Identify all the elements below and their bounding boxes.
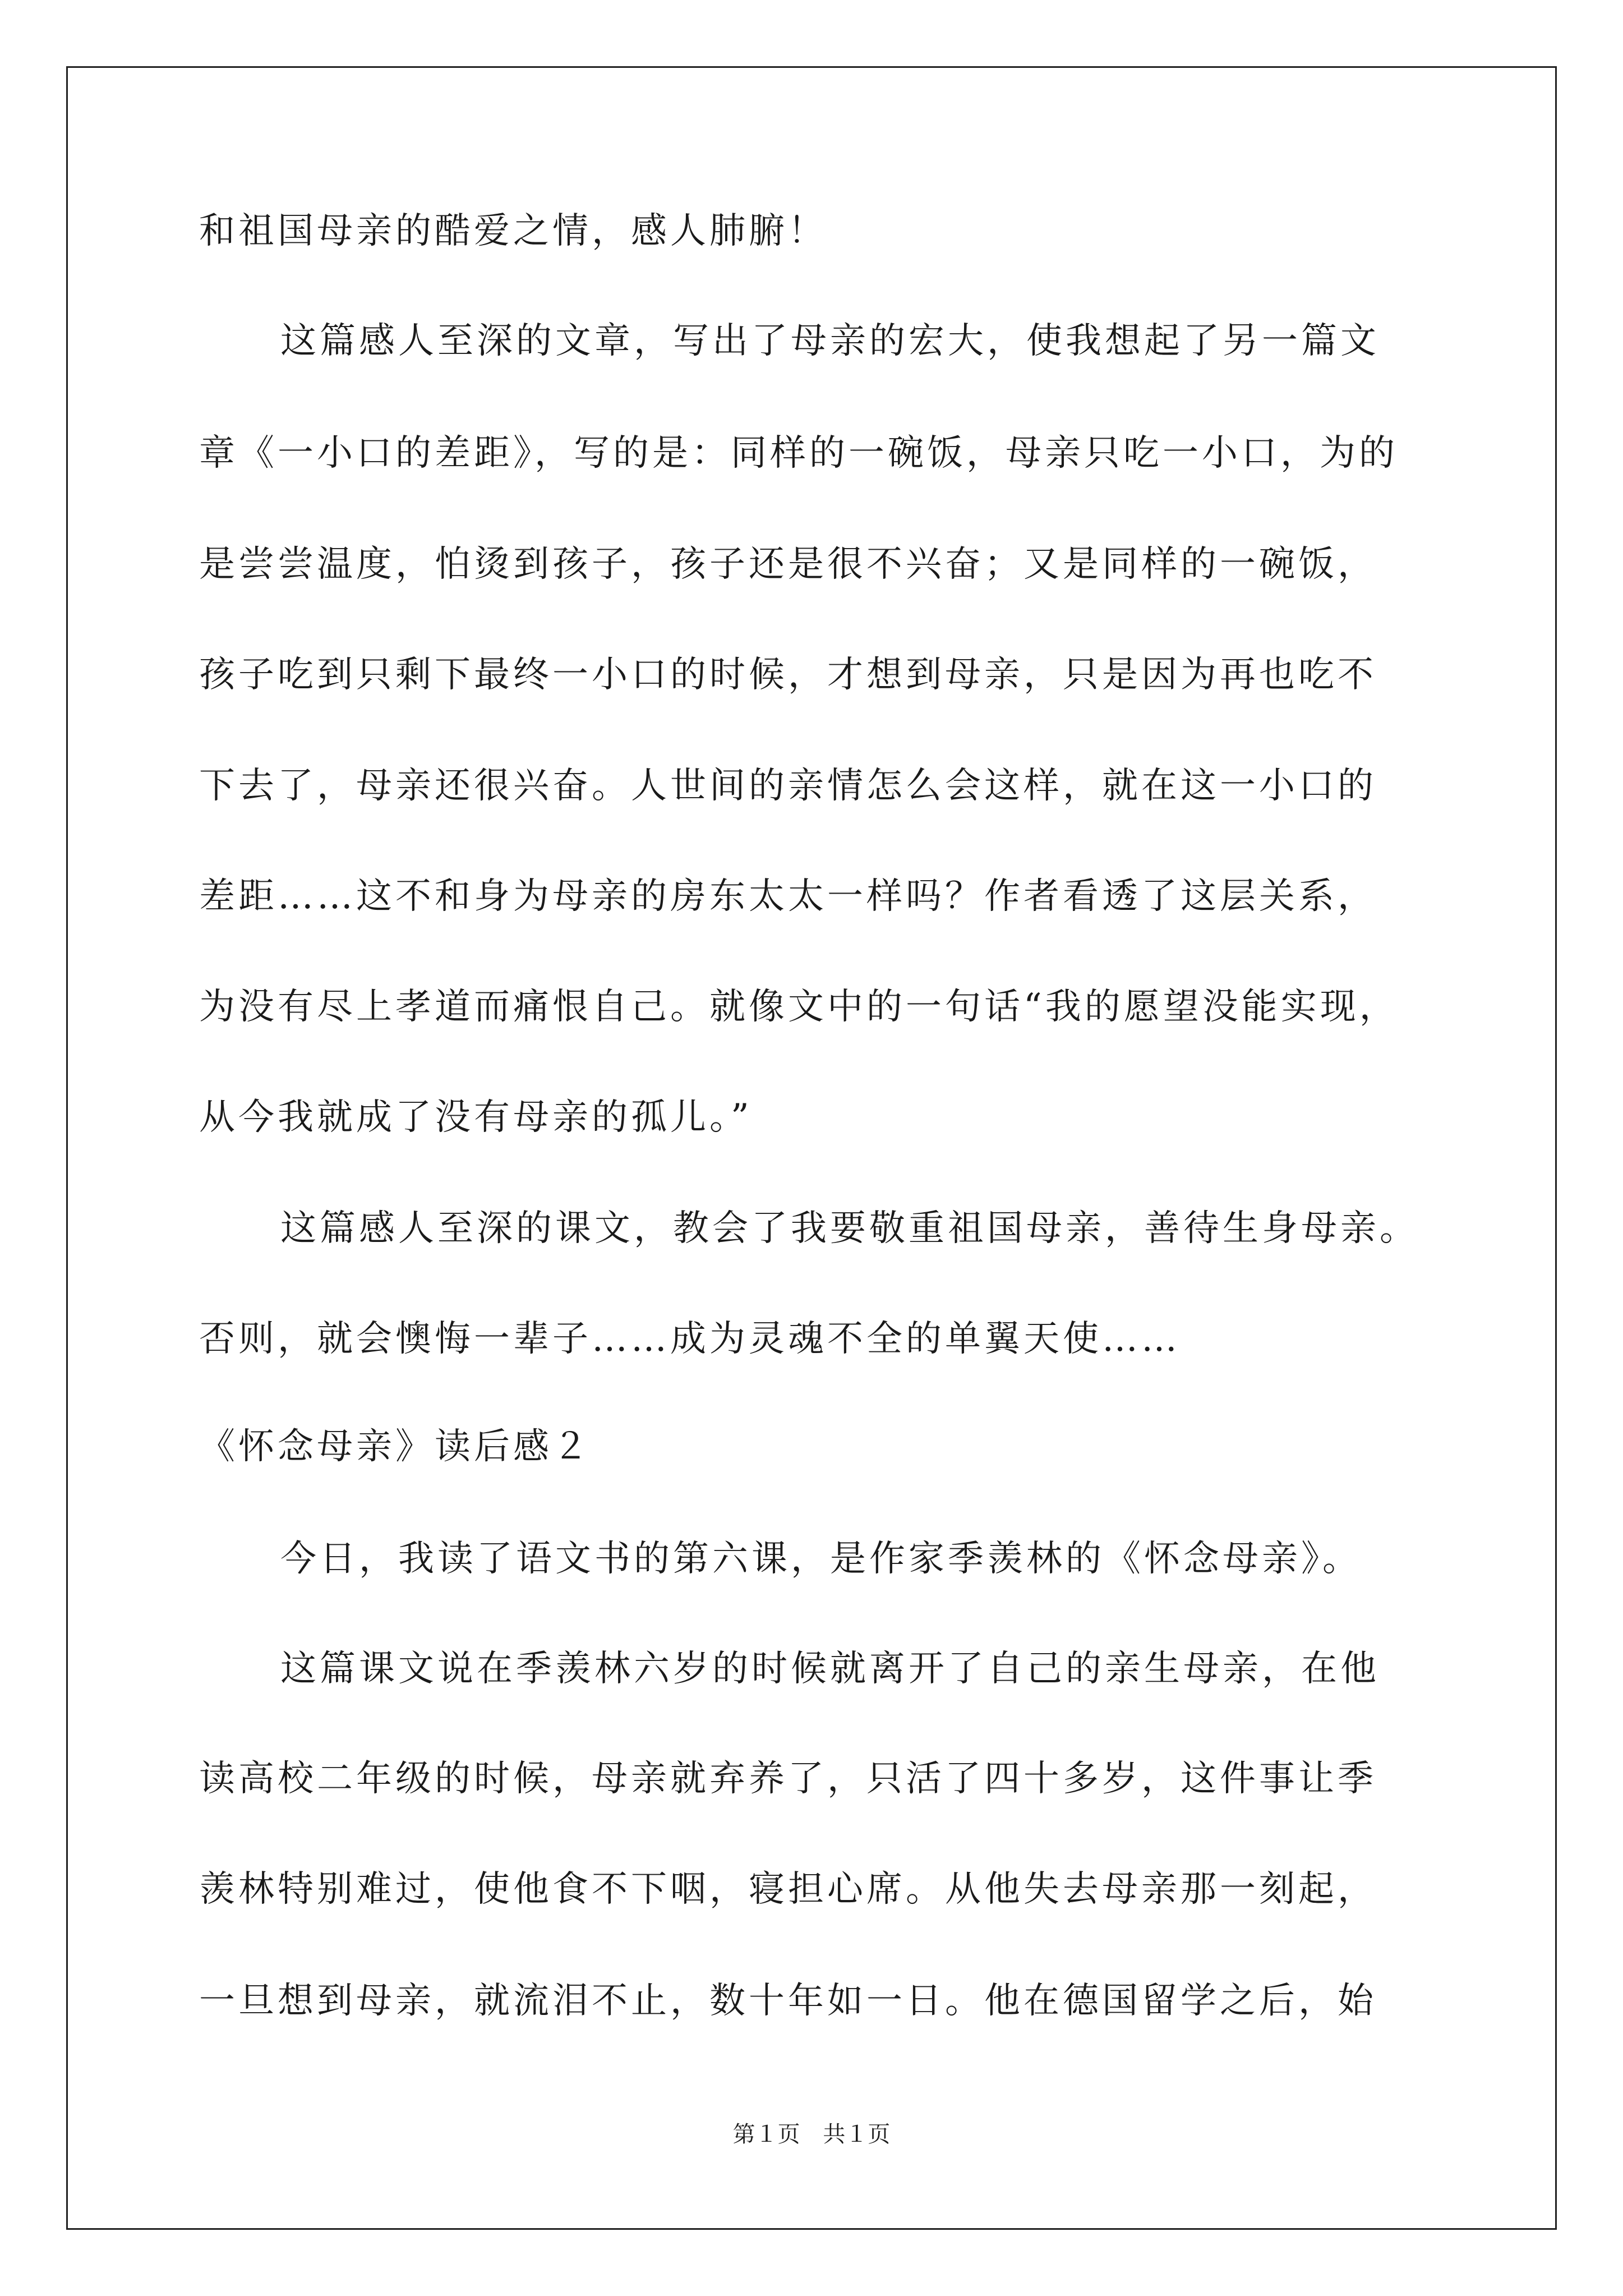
text-line-5: 孩子吃到只剩下最终一小口的时候，才想到母亲，只是因为再也吃不 — [199, 654, 1377, 696]
text-line-2: 这篇感人至深的文章，写出了母亲的宏大，使我想起了另一篇文 — [280, 320, 1380, 362]
page-total: 共１页 — [823, 2122, 891, 2147]
text-line-9: 从今我就成了没有母亲的孤儿。” — [199, 1097, 753, 1138]
text-line-14: 这篇课文说在季羡林六岁的时候就离开了自己的亲生母亲，在他 — [280, 1648, 1380, 1690]
text-line-13: 今日，我读了语文书的第六课，是作家季羡林的《怀念母亲》。 — [280, 1538, 1362, 1580]
page-number: 第１页 — [732, 2122, 800, 2147]
text-line-1: 和祖国母亲的酷爱之情，感人肺腑！ — [199, 210, 827, 252]
text-line-4: 是尝尝温度，怕烫到孩子，孩子还是很不兴奋；又是同样的一碗饭， — [199, 544, 1377, 585]
text-line-8: 为没有尽上孝道而痛恨自己。就像文中的一句话“我的愿望没能实现， — [199, 986, 1399, 1028]
text-line-15: 读高校二年级的时候，母亲就弃养了，只活了四十多岁，这件事让季 — [199, 1758, 1377, 1800]
text-line-16: 羡林特别难过，使他食不下咽，寝担心席。从他失去母亲那一刻起， — [199, 1869, 1377, 1910]
text-line-7: 差距……这不和身为母亲的房东太太一样吗？作者看透了这层关系， — [199, 876, 1377, 917]
page-footer — [0, 2120, 1623, 2148]
text-line-10: 这篇感人至深的课文，教会了我要敬重祖国母亲，善待生身母亲。 — [280, 1208, 1419, 1249]
text-line-11: 否则，就会懊悔一辈子……成为灵魂不全的单翼天使…… — [199, 1318, 1181, 1360]
text-line-3: 章《一小口的差距》，写的是：同样的一碗饭，母亲只吃一小口，为的 — [199, 432, 1398, 474]
section-heading: 《怀念母亲》读后感２ — [199, 1426, 592, 1467]
text-line-6: 下去了，母亲还很兴奋。人世间的亲情怎么会这样，就在这一小口的 — [199, 765, 1377, 807]
text-line-17: 一旦想到母亲，就流泪不止，数十年如一日。他在德国留学之后，始 — [199, 1980, 1377, 2022]
